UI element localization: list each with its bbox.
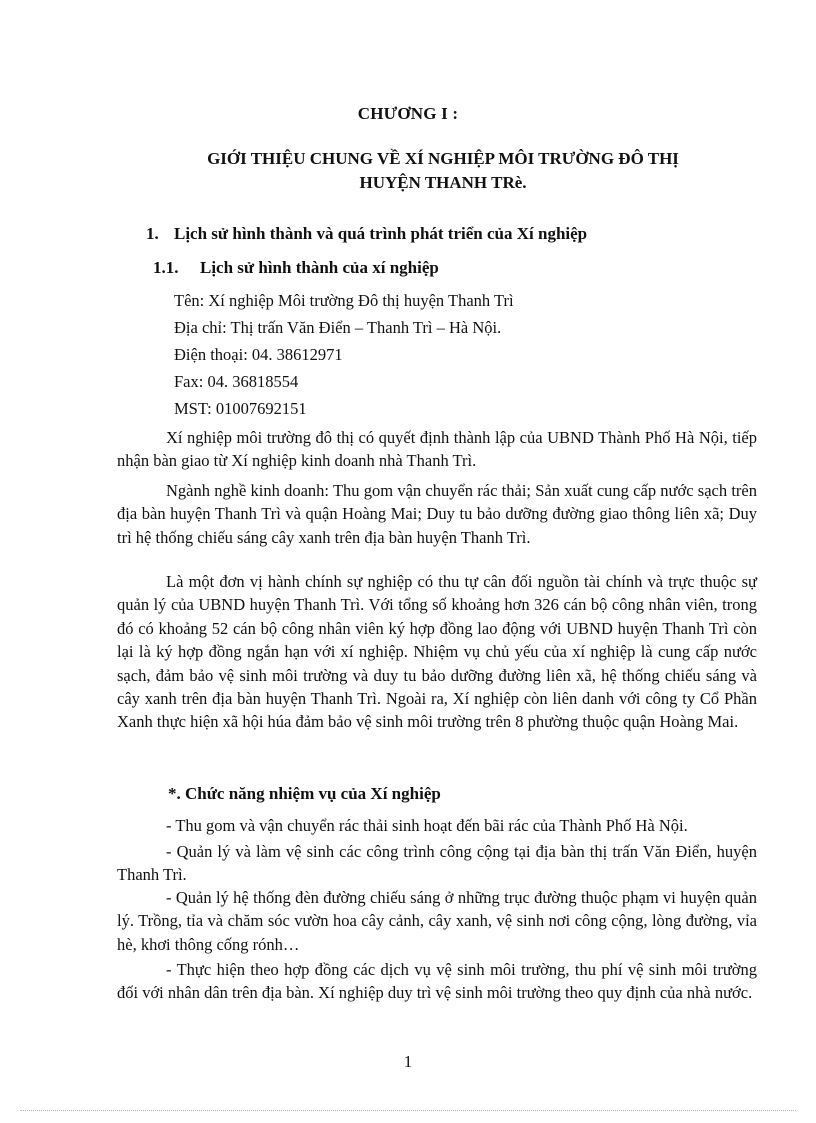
company-fax: Fax: 04. 36818554 (174, 372, 299, 391)
section-1-number: 1. (146, 224, 159, 243)
chapter-heading: CHƯƠNG I : (357, 104, 459, 123)
section-1-text: Lịch sử hình thành và quá trình phát triển của Xí nghiệp (174, 224, 588, 243)
section-1-1-text: Lịch sử hình thành của xí nghiệp (200, 258, 439, 277)
chapter-title-line-2: HUYỆN THANH TRè. (359, 173, 527, 192)
function-item: - Thực hiện theo hợp đồng các dịch vụ vệ sinh môi trường, thu phí vệ sinh môi trường đối với nhân dân trên địa bàn. Xí nghiệp duy trì vệ sinh môi trường theo quy định của nhà nước. (117, 960, 757, 1003)
function-item: - Thu gom và vận chuyển rác thải sinh hoạt đến bãi rác của Thành Phố Hà Nội. (166, 816, 688, 835)
chapter-title-line-1: GIỚI THIỆU CHUNG VỀ XÍ NGHIỆP MÔI TRƯỜNG ĐÔ THỊ (207, 149, 679, 168)
company-phone: Điện thoại: 04. 38612971 (174, 345, 343, 364)
paragraph-organization: Là một đơn vị hành chính sự nghiệp có thu tự cân đối nguồn tài chính và trực thuộc sự quản lý của UBND huyện Thanh Trì. Với tổng số khoảng hơn 326 cán bộ công nhân viên, trong đó có khoảng 52 cán bộ công nhân viên ký hợp đồng lao động với UBND huyện Thanh Trì còn lại là ký hợp đồng ngắn hạn với xí nghiệp. Nhiệm vụ chủ yếu của xí nghiệp là cung cấp nước sạch, đảm bảo vệ sinh môi trường và duy tu bảo dưỡng đường liên xã, hệ thống chiếu sáng và cây xanh trên địa bàn huyện Thanh Trì. Ngoài ra, Xí nghiệp còn liên danh với công ty Cổ Phần Xanh thực hiện xã hội húa đảm bảo vệ sinh môi trường trên 8 phường thuộc quận Hoàng Mai. (117, 572, 757, 732)
chapter-title (150, 147, 736, 195)
page-number: 1 (403, 1052, 413, 1071)
paragraph-establishment: Xí nghiệp môi trường đô thị có quyết định thành lập của UBND Thành Phố Hà Nội, tiếp nhận bàn giao từ Xí nghiệp kinh doanh nhà Thanh Trì. (117, 428, 757, 471)
section-1-heading (146, 224, 587, 244)
function-item: - Quản lý và làm vệ sinh các công trình công cộng tại địa bàn thị trấn Văn Điển, huyện Thanh Trì. (117, 842, 757, 885)
company-name: Tên: Xí nghiệp Môi trường Đô thị huyện Thanh Trì (174, 291, 514, 310)
section-1-1-number: 1.1. (153, 258, 179, 277)
function-item: - Quản lý hệ thống đèn đường chiếu sáng ở những trục đường thuộc phạm vi huyện quản lý. Trồng, tỉa và chăm sóc vườn hoa cây cảnh, cây xanh, vệ sinh nơi công cộng, lòng đường, vỉa hè, khơi thông cống rónh… (117, 888, 757, 954)
paragraph-business-lines: Ngành nghề kinh doanh: Thu gom vận chuyển rác thải; Sản xuất cung cấp nước sạch trên địa bàn huyện Thanh Trì và quận Hoàng Mai; Duy tu bảo dưỡng đường giao thông liên xã; Duy trì hệ thống chiếu sáng cây xanh trên địa bàn huyện Thanh Trì. (117, 481, 757, 547)
company-address: Địa chỉ: Thị trấn Văn Điển – Thanh Trì – Hà Nội. (174, 318, 502, 337)
section-1-1-heading (153, 258, 439, 278)
company-tax-code: MST: 01007692151 (174, 399, 307, 418)
functions-heading: *. Chức năng nhiệm vụ của Xí nghiệp (168, 784, 441, 803)
page-break-divider (20, 1110, 796, 1111)
